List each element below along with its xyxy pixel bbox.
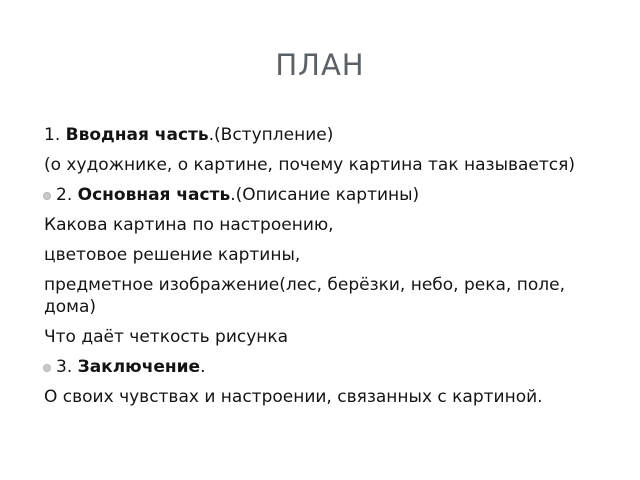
plan-item-1-description: (о художнике, о картине, почему картина так называется) — [44, 155, 576, 175]
bullet-icon — [43, 192, 51, 200]
bullet-icon — [43, 364, 51, 372]
plan-item-1-note: .(Вступление) — [208, 125, 334, 145]
plan-item-3 — [44, 356, 604, 378]
plan-item-3-heading: Заключение — [77, 357, 201, 377]
plan-item-2-line-1: Какова картина по настроению, — [44, 215, 334, 235]
plan-item-2-line-4: Что даёт четкость рисунка — [44, 327, 289, 347]
plan-item-3-description: О своих чувствах и настроении, связанных с картиной. — [44, 387, 543, 407]
plan-item-1-number: 1. — [44, 125, 66, 145]
plan-item-3-note: . — [200, 357, 206, 377]
slide-content — [44, 124, 604, 416]
plan-item-1-heading: Вводная часть — [65, 125, 209, 145]
plan-item-1 — [44, 124, 604, 146]
plan-item-2-heading: Основная часть — [77, 185, 231, 205]
plan-item-2-line-2: цветовое решение картины, — [44, 245, 301, 265]
plan-item-2-number: 2. — [56, 185, 78, 205]
plan-item-2-note: .(Описание картины) — [230, 185, 420, 205]
slide-title: ПЛАН — [275, 48, 365, 82]
plan-item-2 — [44, 184, 604, 206]
plan-item-2-line-3: предметное изображение(лес, берёзки, небо, река, поле, дома) — [44, 275, 565, 317]
plan-item-3-number: 3. — [56, 357, 78, 377]
